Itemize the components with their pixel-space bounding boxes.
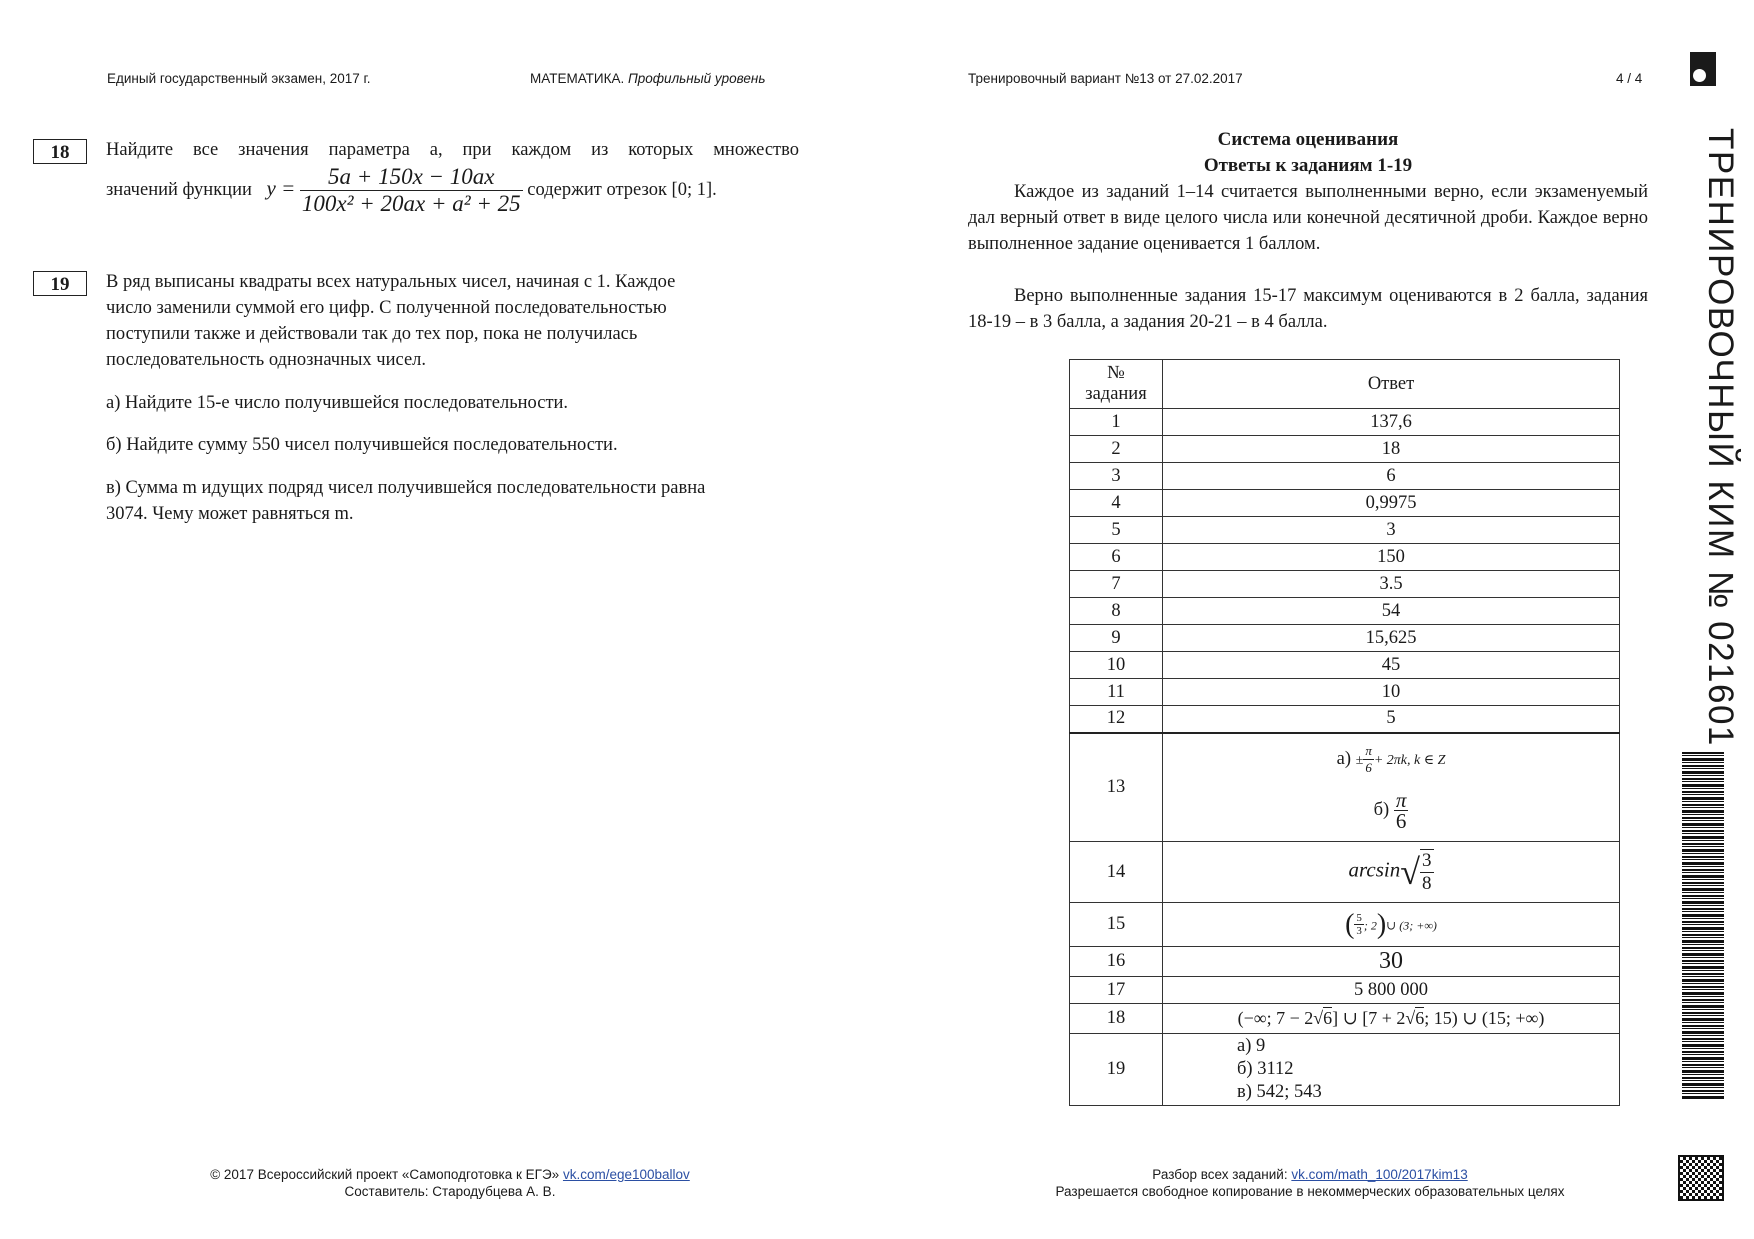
answer-19-c: в) 542; 543 — [1237, 1082, 1322, 1102]
row-number: 9 — [1070, 625, 1163, 652]
table-row — [1070, 463, 1620, 490]
row-number: 15 — [1070, 903, 1163, 947]
row-answer-19 — [1163, 1034, 1620, 1106]
footer-right — [1000, 1166, 1620, 1200]
row-answer: 6 — [1163, 463, 1620, 490]
row-answer-15 — [1163, 903, 1620, 947]
answer-13-part-b — [1163, 788, 1619, 834]
row-number: 16 — [1070, 947, 1163, 977]
page-number: 4 / 4 — [1616, 71, 1643, 86]
sqrt-icon: √ — [1405, 1008, 1416, 1028]
table-row — [1070, 652, 1620, 679]
row-answer-13 — [1163, 733, 1620, 842]
row-answer: 5 800 000 — [1163, 977, 1620, 1004]
table-row — [1070, 544, 1620, 571]
answer-13-b-fraction — [1394, 788, 1409, 834]
header-exam: Единый государственный экзамен, 2017 г. — [107, 71, 371, 86]
row-answer: 137,6 — [1163, 409, 1620, 436]
task-18-fraction — [300, 164, 523, 217]
grading-title: Система оценивания — [1217, 129, 1399, 150]
row-number: 7 — [1070, 571, 1163, 598]
row-number: 1 — [1070, 409, 1163, 436]
answer-18-part1: (−∞; 7 − 2 — [1237, 1008, 1314, 1028]
row-number: 18 — [1070, 1004, 1163, 1034]
row-answer: 54 — [1163, 598, 1620, 625]
answer-15-num: 5 — [1356, 912, 1362, 924]
row-answer-14 — [1163, 842, 1620, 903]
answer-15-fraction — [1354, 912, 1364, 937]
table-row — [1070, 625, 1620, 652]
answer-19-b: б) 3112 — [1237, 1059, 1294, 1079]
task-18-y-eq: y = — [266, 175, 296, 200]
footer-left — [150, 1166, 750, 1200]
table-row — [1070, 977, 1620, 1004]
row-answer: 3 — [1163, 517, 1620, 544]
task-19-line: В ряд выписаны квадраты всех натуральных чисел, начиная с 1. Каждое — [106, 272, 676, 292]
answers-title: Ответы к заданиям 1-19 — [1203, 155, 1413, 176]
answer-14-func: arcsin — [1348, 857, 1401, 882]
answer-14-num: 3 — [1422, 850, 1432, 871]
task-19-part-c-line2: 3074. Чему может равняться m. — [106, 504, 354, 524]
task-19-body — [106, 269, 806, 373]
row-answer: 3.5 — [1163, 571, 1620, 598]
answer-13-b-label: б) — [1373, 800, 1390, 820]
row-answer: 5 — [1163, 706, 1620, 733]
table-row — [1070, 1034, 1620, 1106]
table-row — [1070, 436, 1620, 463]
answer-13-a-num: π — [1365, 743, 1372, 759]
answer-18-part2: ] ∪ [7 + 2 — [1332, 1008, 1406, 1028]
row-answer: 0,9975 — [1163, 490, 1620, 517]
table-row — [1070, 571, 1620, 598]
answer-15-tail: ∪ (3; +∞) — [1386, 917, 1437, 932]
sqrt-icon: √ — [1313, 1008, 1324, 1028]
corner-marker-icon — [1690, 52, 1716, 86]
qr-code-icon — [1678, 1155, 1724, 1201]
row-number: 3 — [1070, 463, 1163, 490]
answer-14-fraction — [1420, 850, 1434, 895]
footer-solutions-label: Разбор всех заданий: — [1152, 1167, 1288, 1182]
row-answer: 30 — [1163, 947, 1620, 977]
row-number: 13 — [1070, 733, 1163, 842]
table-row — [1070, 903, 1620, 947]
row-number: 2 — [1070, 436, 1163, 463]
header-subject — [530, 71, 765, 86]
barcode-icon — [1682, 752, 1724, 1100]
task-18-number: 18 — [33, 139, 87, 164]
task-18-text-line1: Найдите все значения параметра a, при каждом из которых множество — [106, 140, 799, 160]
answer-19-a: а) 9 — [1237, 1036, 1266, 1056]
footer-license: Разрешается свободное копирование в некоммерческих образовательных целях — [1055, 1184, 1565, 1199]
table-row — [1070, 733, 1620, 842]
table-row — [1070, 706, 1620, 733]
table-row — [1070, 842, 1620, 903]
row-answer: 10 — [1163, 679, 1620, 706]
header-num-label: задания — [1085, 384, 1147, 404]
table-row — [1070, 490, 1620, 517]
task-19-number: 19 — [33, 271, 87, 296]
task-19-line: поступили также и действовали так до тех пор, пока не получилась — [106, 324, 638, 344]
row-answer: 18 — [1163, 436, 1620, 463]
table-row — [1070, 517, 1620, 544]
answer-13-a-label: а) — [1336, 749, 1351, 769]
row-number: 14 — [1070, 842, 1163, 903]
answer-13-a-den: 6 — [1363, 759, 1374, 776]
row-answer: 150 — [1163, 544, 1620, 571]
row-number: 8 — [1070, 598, 1163, 625]
task-19-line: число заменили суммой его цифр. С полученной последовательностью — [106, 298, 667, 318]
answer-15-mid: ; 2 — [1363, 917, 1377, 932]
answer-15-den: 3 — [1356, 925, 1362, 937]
task-18-numerator: 5a + 150x − 10ax — [328, 164, 495, 189]
task-18-suffix: содержит отрезок [0; 1]. — [527, 179, 717, 200]
answer-18-part3: ; 15) ∪ (15; +∞) — [1424, 1008, 1545, 1028]
row-number: 10 — [1070, 652, 1163, 679]
row-answer: 15,625 — [1163, 625, 1620, 652]
header-task-number — [1070, 360, 1163, 409]
answer-18-root2: 6 — [1415, 1008, 1425, 1028]
table-row — [1070, 409, 1620, 436]
answer-14-radicand — [1420, 849, 1434, 895]
grading-paragraph-1: Каждое из заданий 1–14 считается выполненными верно, если экзаменуемый дал верный ответ в виде целого числа или конечной десятичной дроби. Каждое верно выполненное задание оценивается 1 баллом. — [968, 182, 1648, 254]
answer-13-part-a — [1163, 743, 1619, 776]
answer-15-close: ) — [1376, 908, 1387, 940]
answers-table — [1069, 359, 1620, 1106]
table-row — [1070, 598, 1620, 625]
task-19-part-a: а) Найдите 15-е число получившейся последовательности. — [106, 393, 569, 413]
task-18-formula-line — [106, 164, 806, 217]
task-19-part-c-line1: в) Сумма m идущих подряд чисел получившейся последовательности равна — [106, 478, 706, 498]
row-answer: 45 — [1163, 652, 1620, 679]
task-19-part-b: б) Найдите сумму 550 чисел получившейся последовательности. — [106, 435, 618, 455]
answer-18-root1: 6 — [1323, 1008, 1333, 1028]
row-number: 5 — [1070, 517, 1163, 544]
grading-paragraph-2: Верно выполненные задания 15-17 максимум оцениваются в 2 балла, задания 18-19 – в 3 балла, а задания 20-21 – в 4 балла. — [968, 286, 1648, 332]
footer-project: © 2017 Всероссийский проект «Самоподготовка к ЕГЭ» — [210, 1167, 560, 1182]
answer-13-b-den: 6 — [1394, 810, 1409, 831]
task-19-line: последовательность однозначных чисел. — [106, 350, 427, 370]
answer-13-b-num: π — [1395, 788, 1407, 813]
row-number: 11 — [1070, 679, 1163, 706]
answer-14-den: 8 — [1422, 873, 1432, 894]
sqrt-icon: √ — [1400, 852, 1420, 892]
answer-13-a-pm: ± — [1355, 753, 1364, 768]
header-subject-name: МАТЕМАТИКА. — [530, 71, 625, 86]
footer-project-link[interactable]: vk.com/ege100ballov — [562, 1167, 690, 1182]
row-number: 4 — [1070, 490, 1163, 517]
header-num-sign: № — [1107, 363, 1125, 383]
grading-titles — [968, 127, 1648, 179]
table-row — [1070, 1004, 1620, 1034]
table-row — [1070, 947, 1620, 977]
answer-15-open: ( — [1345, 908, 1355, 940]
task-18-denominator: 100x² + 20ax + a² + 25 — [301, 191, 521, 216]
row-number: 17 — [1070, 977, 1163, 1004]
row-answer-18 — [1163, 1004, 1620, 1034]
answer-13-a-fraction — [1363, 743, 1374, 776]
header-subject-level: Профильный уровень — [627, 71, 766, 86]
task-18-prefix: значений функции — [106, 179, 252, 200]
row-number: 19 — [1070, 1034, 1163, 1106]
answer-13-a-tail: + 2πk, k ∈ Z — [1373, 753, 1446, 768]
row-number: 12 — [1070, 706, 1163, 733]
vertical-kim-title: ТРЕНИРОВОЧНЫЙ КИМ № 021601 — [1701, 128, 1740, 747]
header-answer: Ответ — [1163, 360, 1620, 409]
footer-solutions-link[interactable]: vk.com/math_100/2017kim13 — [1291, 1167, 1468, 1182]
row-number: 6 — [1070, 544, 1163, 571]
header-variant: Тренировочный вариант №13 от 27.02.2017 — [968, 71, 1243, 86]
table-row — [1070, 679, 1620, 706]
footer-author: Составитель: Стародубцева А. В. — [344, 1184, 556, 1199]
table-header-row — [1070, 360, 1620, 409]
